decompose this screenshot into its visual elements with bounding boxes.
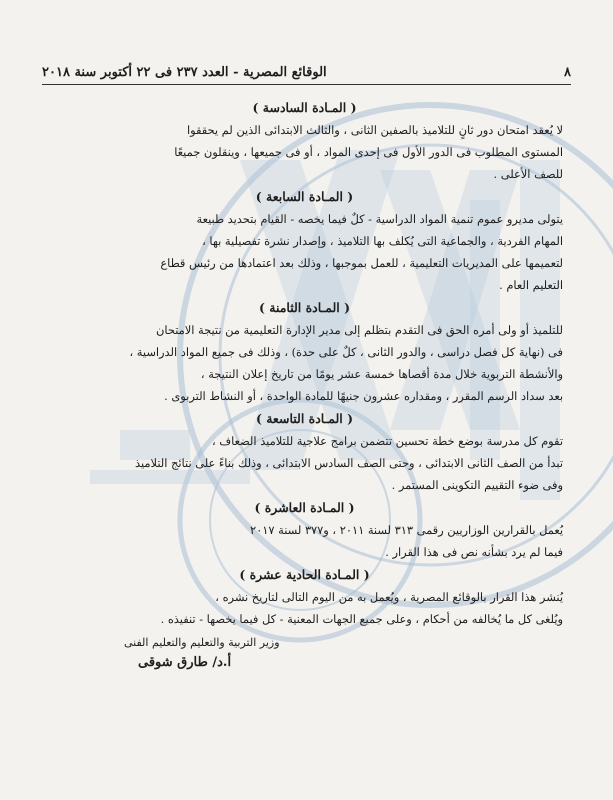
- article-text: [46, 208, 563, 296]
- text-line: المهام الفردية ، والجماعية التى يُكلف بها التلاميذ ، وإصدار نشرة تفصيلية بها ،: [202, 234, 563, 248]
- text-line: ويُلغى كل ما يُخالفه من أحكام ، وعلى جميع الجهات المعنية - كل فيما يخصها - تنفيذه .: [160, 612, 563, 626]
- text-line: للصف الأعلى .: [493, 167, 563, 181]
- text-line: يتولى مديرو عموم تنمية المواد الدراسية - كلٌ فيما يخصه - القيام بتحديد طبيعة: [196, 212, 563, 226]
- article-text: [46, 119, 563, 185]
- article-text: [46, 430, 563, 496]
- signature-block: [46, 632, 563, 676]
- issue-line: الوقائع المصرية - العدد ٢٣٧ فى ٢٢ أكتوبر سنة ٢٠١٨: [42, 64, 327, 80]
- text-line: تقوم كل مدرسة بوضع خطة تحسين تتضمن برامج علاجية للتلاميذ الضعاف ،: [211, 434, 563, 448]
- article-8: [46, 296, 563, 407]
- text-line: تبدأ من الصف الثانى الابتدائى ، وحتى الصف السادس الابتدائى ، وذلك بناءً على نتائج التلاميذ: [135, 456, 563, 470]
- text-line: يُعمل بالقرارين الوزاريين رقمى ٣١٣ لسنة ٢٠١١ ، و٣٧٧ لسنة ٢٠١٧: [250, 523, 563, 537]
- article-heading: ( المـادة الحادية عشرة ): [239, 567, 370, 582]
- page-number: ٨: [564, 64, 571, 80]
- article-text: [46, 519, 563, 563]
- article-10: [46, 496, 563, 563]
- article-6: [46, 96, 563, 185]
- article-7: [46, 185, 563, 296]
- article-heading: ( المـادة السادسة ): [252, 100, 357, 115]
- text-line: لا يُعقد امتحان دور ثانٍ للتلاميذ بالصفين الثانى ، والثالث الابتدائى الذين لم يحققوا: [186, 123, 563, 137]
- article-heading: ( المـادة العاشرة ): [254, 500, 355, 515]
- text-line: والأنشطة التربوية خلال مدة أقصاها خمسة عشر يومًا من تاريخ إعلان النتيجة ،: [200, 367, 563, 381]
- signatory-name: أ.د/ طارق شوقى: [138, 655, 232, 670]
- text-line: فيما لم يرد بشأنه نص فى هذا القرار .: [385, 545, 563, 559]
- article-text: [46, 586, 563, 630]
- text-line: المستوى المطلوب فى الدور الأول فى إحدى المواد ، أو فى جميعها ، وينقلون جميعًا: [174, 145, 563, 159]
- article-11: [46, 563, 563, 630]
- article-9: [46, 407, 563, 496]
- text-line: وفى ضوء التقييم التكوينى المستمر .: [391, 478, 563, 492]
- text-line: التعليم العام .: [499, 278, 563, 292]
- signatory-title: وزير التربية والتعليم والتعليم الفنى: [124, 636, 280, 649]
- article-heading: ( المـادة السابعة ): [255, 189, 354, 204]
- text-line: بعد سداد الرسم المقرر ، ومقداره عشرون جنيهًا للمادة الواحدة ، أو النشاط التربوى .: [164, 389, 563, 403]
- text-line: فى (نهاية كل فصل دراسى ، والدور الثانى ، كلٌ على حدة) ، وذلك فى جميع المواد الدراسية ،: [129, 345, 563, 359]
- text-line: لتعميمها على المديريات التعليمية ، للعمل بموجبها ، وذلك بعد اعتمادها من رئيس قطاع: [160, 256, 563, 270]
- article-heading: ( المـادة الثامنة ): [258, 300, 350, 315]
- text-line: للتلميذ أو ولى أمره الحق فى التقدم بتظلم إلى مدير الإدارة التعليمية من نتيجة الامتحان: [156, 323, 563, 337]
- article-heading: ( المـادة التاسعة ): [255, 411, 354, 426]
- article-text: [46, 319, 563, 407]
- text-line: يُنشر هذا القرار بالوقائع المصرية ، ويُعمل به من اليوم التالى لتاريخ نشره ،: [215, 590, 563, 604]
- document-body: [46, 96, 563, 676]
- page-header: [42, 60, 571, 85]
